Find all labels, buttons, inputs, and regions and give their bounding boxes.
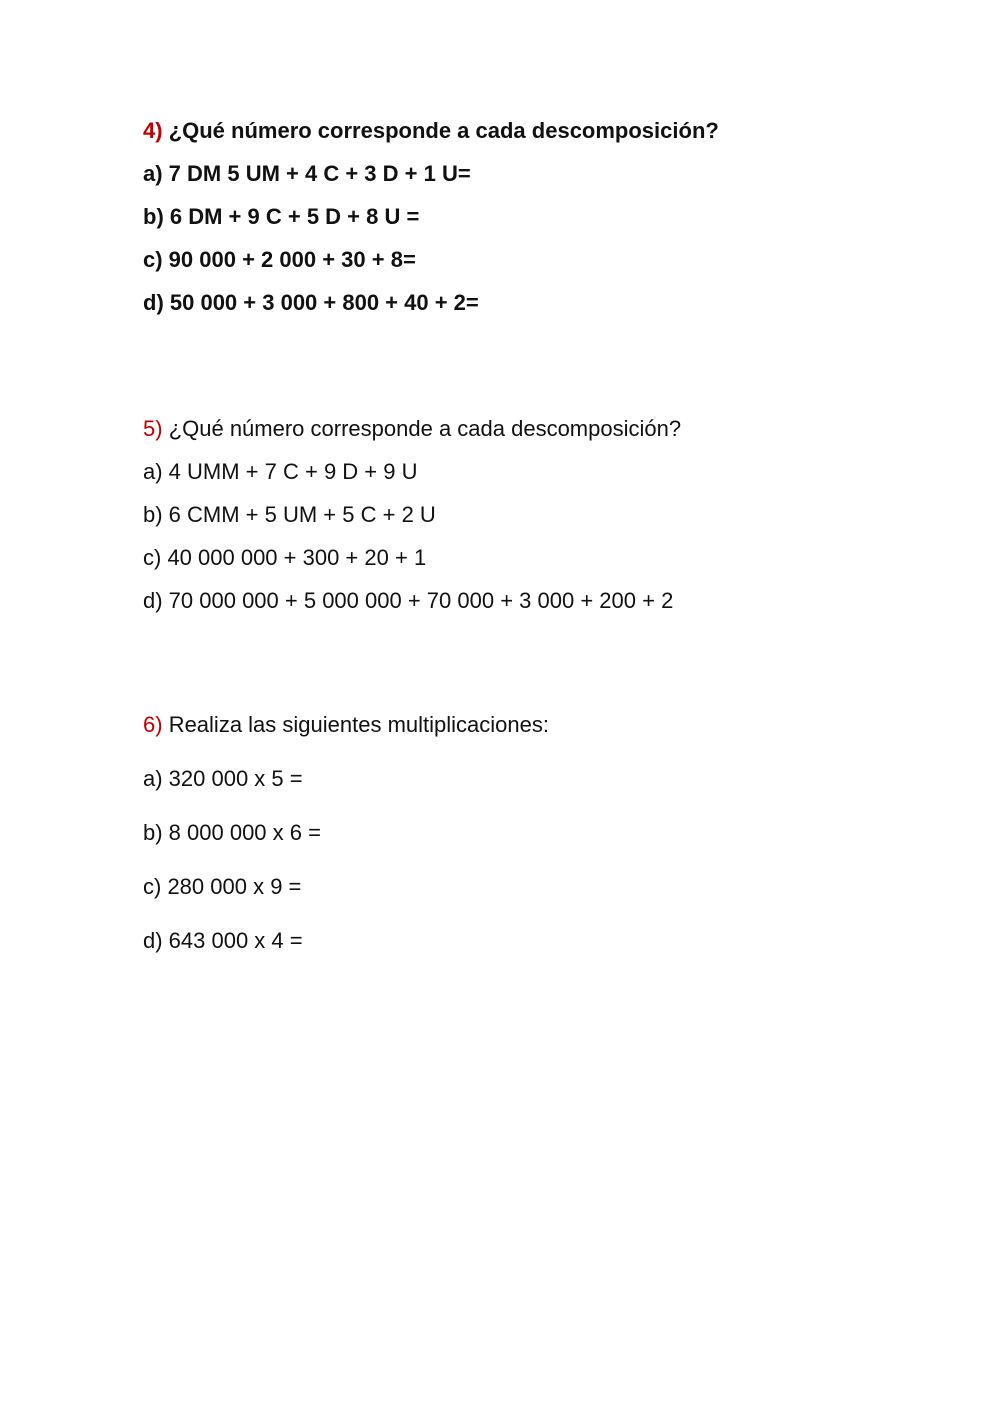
exercise-6-item-d: d) 643 000 x 4 = (143, 928, 303, 953)
exercise-5-item-c: c) 40 000 000 + 300 + 20 + 1 (143, 545, 427, 570)
exercise-4-item-b: b) 6 DM + 9 C + 5 D + 8 U = (143, 204, 420, 229)
exercise-6 (143, 712, 943, 954)
exercise-6-heading (143, 712, 943, 738)
exercise-4-title: ¿Qué número corresponde a cada descomposición? (168, 118, 719, 143)
exercise-5 (143, 416, 943, 614)
exercise-5-item-a: a) 4 UMM + 7 C + 9 D + 9 U (143, 459, 418, 484)
exercise-4-heading (143, 118, 943, 144)
exercise-4-item-a: a) 7 DM 5 UM + 4 C + 3 D + 1 U= (143, 161, 471, 186)
exercise-5-item-b: b) 6 CMM + 5 UM + 5 C + 2 U (143, 502, 436, 527)
exercise-6-item-c: c) 280 000 x 9 = (143, 874, 302, 899)
exercise-6-title: Realiza las siguientes multiplicaciones: (168, 712, 549, 737)
exercise-5-number: 5) (143, 416, 163, 441)
exercise-5-heading (143, 416, 943, 442)
exercise-5-title: ¿Qué número corresponde a cada descomposición? (168, 416, 682, 441)
exercise-6-item-a: a) 320 000 x 5 = (143, 766, 303, 791)
exercise-4-number: 4) (143, 118, 163, 143)
exercise-4-item-c: c) 90 000 + 2 000 + 30 + 8= (143, 247, 416, 272)
exercise-5-item-d: d) 70 000 000 + 5 000 000 + 70 000 + 3 000 + 200 + 2 (143, 588, 674, 613)
exercise-6-item-b: b) 8 000 000 x 6 = (143, 820, 321, 845)
exercise-4-item-d: d) 50 000 + 3 000 + 800 + 40 + 2= (143, 290, 479, 315)
exercise-6-number: 6) (143, 712, 163, 737)
exercise-4 (143, 118, 943, 316)
